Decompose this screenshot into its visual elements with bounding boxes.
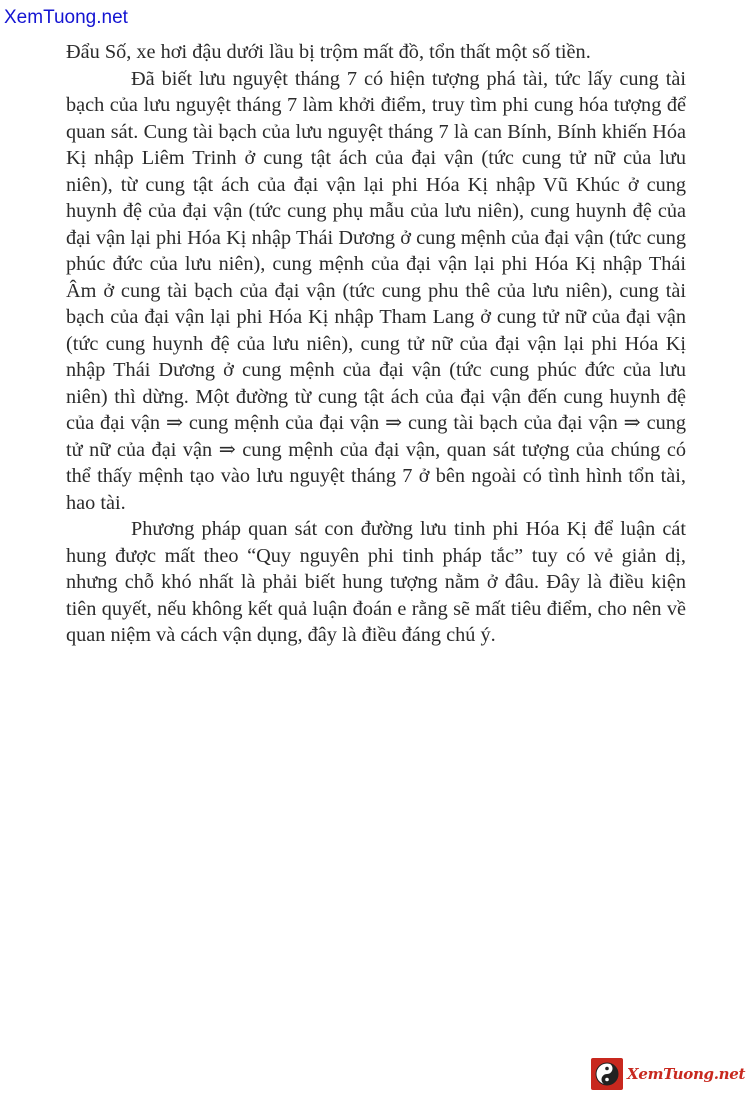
watermark-text: XemTuong.net	[627, 1065, 746, 1083]
site-name-header[interactable]: XemTuong.net	[4, 7, 128, 28]
watermark-logo	[591, 1057, 745, 1091]
document-body	[66, 39, 686, 649]
paragraph-2: Đã biết lưu nguyệt tháng 7 có hiện tượng phá tài, tức lấy cung tài bạch của lưu nguyệt tháng 7 làm khởi điểm, truy tìm phi cung hóa tượng để quan sát. Cung tài bạch của lưu nguyệt tháng 7 là can Bính, Bính khiến Hóa Kị nhập Liêm Trinh ở cung tật ách của đại vận (tức cung tử nữ của lưu niên), từ cung tật ách của đại vận lại phi Hóa Kị nhập Vũ Khúc ở cung huynh đệ của đại vận (tức cung phụ mẫu của lưu niên), cung huynh đệ của đại vận lại phi Hóa Kị nhập Thái Dương ở cung mệnh của đại vận (tức cung phúc đức của lưu niên), cung mệnh của đại vận lại phi Hóa Kị nhập Thái Âm ở cung tài bạch của đại vận (tức cung phu thê của lưu niên), cung tài bạch của đại vận lại phi Hóa Kị nhập Tham Lang ở cung tử nữ của đại vận (tức cung huynh đệ của lưu niên), cung tử nữ của đại vận lại phi Hóa Kị nhập Thái Dương ở cung mệnh của đại vận (tức cung phúc đức của lưu niên) thì dừng. Một đường từ cung tật ách của đại vận đến cung huynh đệ của đại vận ⇒ cung mệnh của đại vận ⇒ cung tài bạch của đại vận ⇒ cung tử nữ của đại vận ⇒ cung mệnh của đại vận, quan sát tượng của chúng có thể thấy mệnh tạo vào lưu nguyệt tháng 7 ở bên ngoài có tình hình tổn tài, hao tài.	[66, 67, 686, 514]
paragraph-1-continuation: Đẩu Số, xe hơi đậu dưới lầu bị trộm mất đồ, tổn thất một số tiền.	[66, 41, 591, 63]
yin-yang-icon	[591, 1058, 623, 1090]
paragraph-3: Phương pháp quan sát con đường lưu tinh phi Hóa Kị để luận cát hung được mất theo “Quy nguyên phi tinh pháp tắc” tuy có vẻ giản dị, nhưng chỗ khó nhất là phải biết hung tượng nằm ở đâu. Đây là điều kiện tiên quyết, nếu không kết quả luận đoán e rằng sẽ mất tiêu điểm, cho nên về quan niệm và cách vận dụng, đây là điều đáng chú ý.	[66, 518, 686, 646]
